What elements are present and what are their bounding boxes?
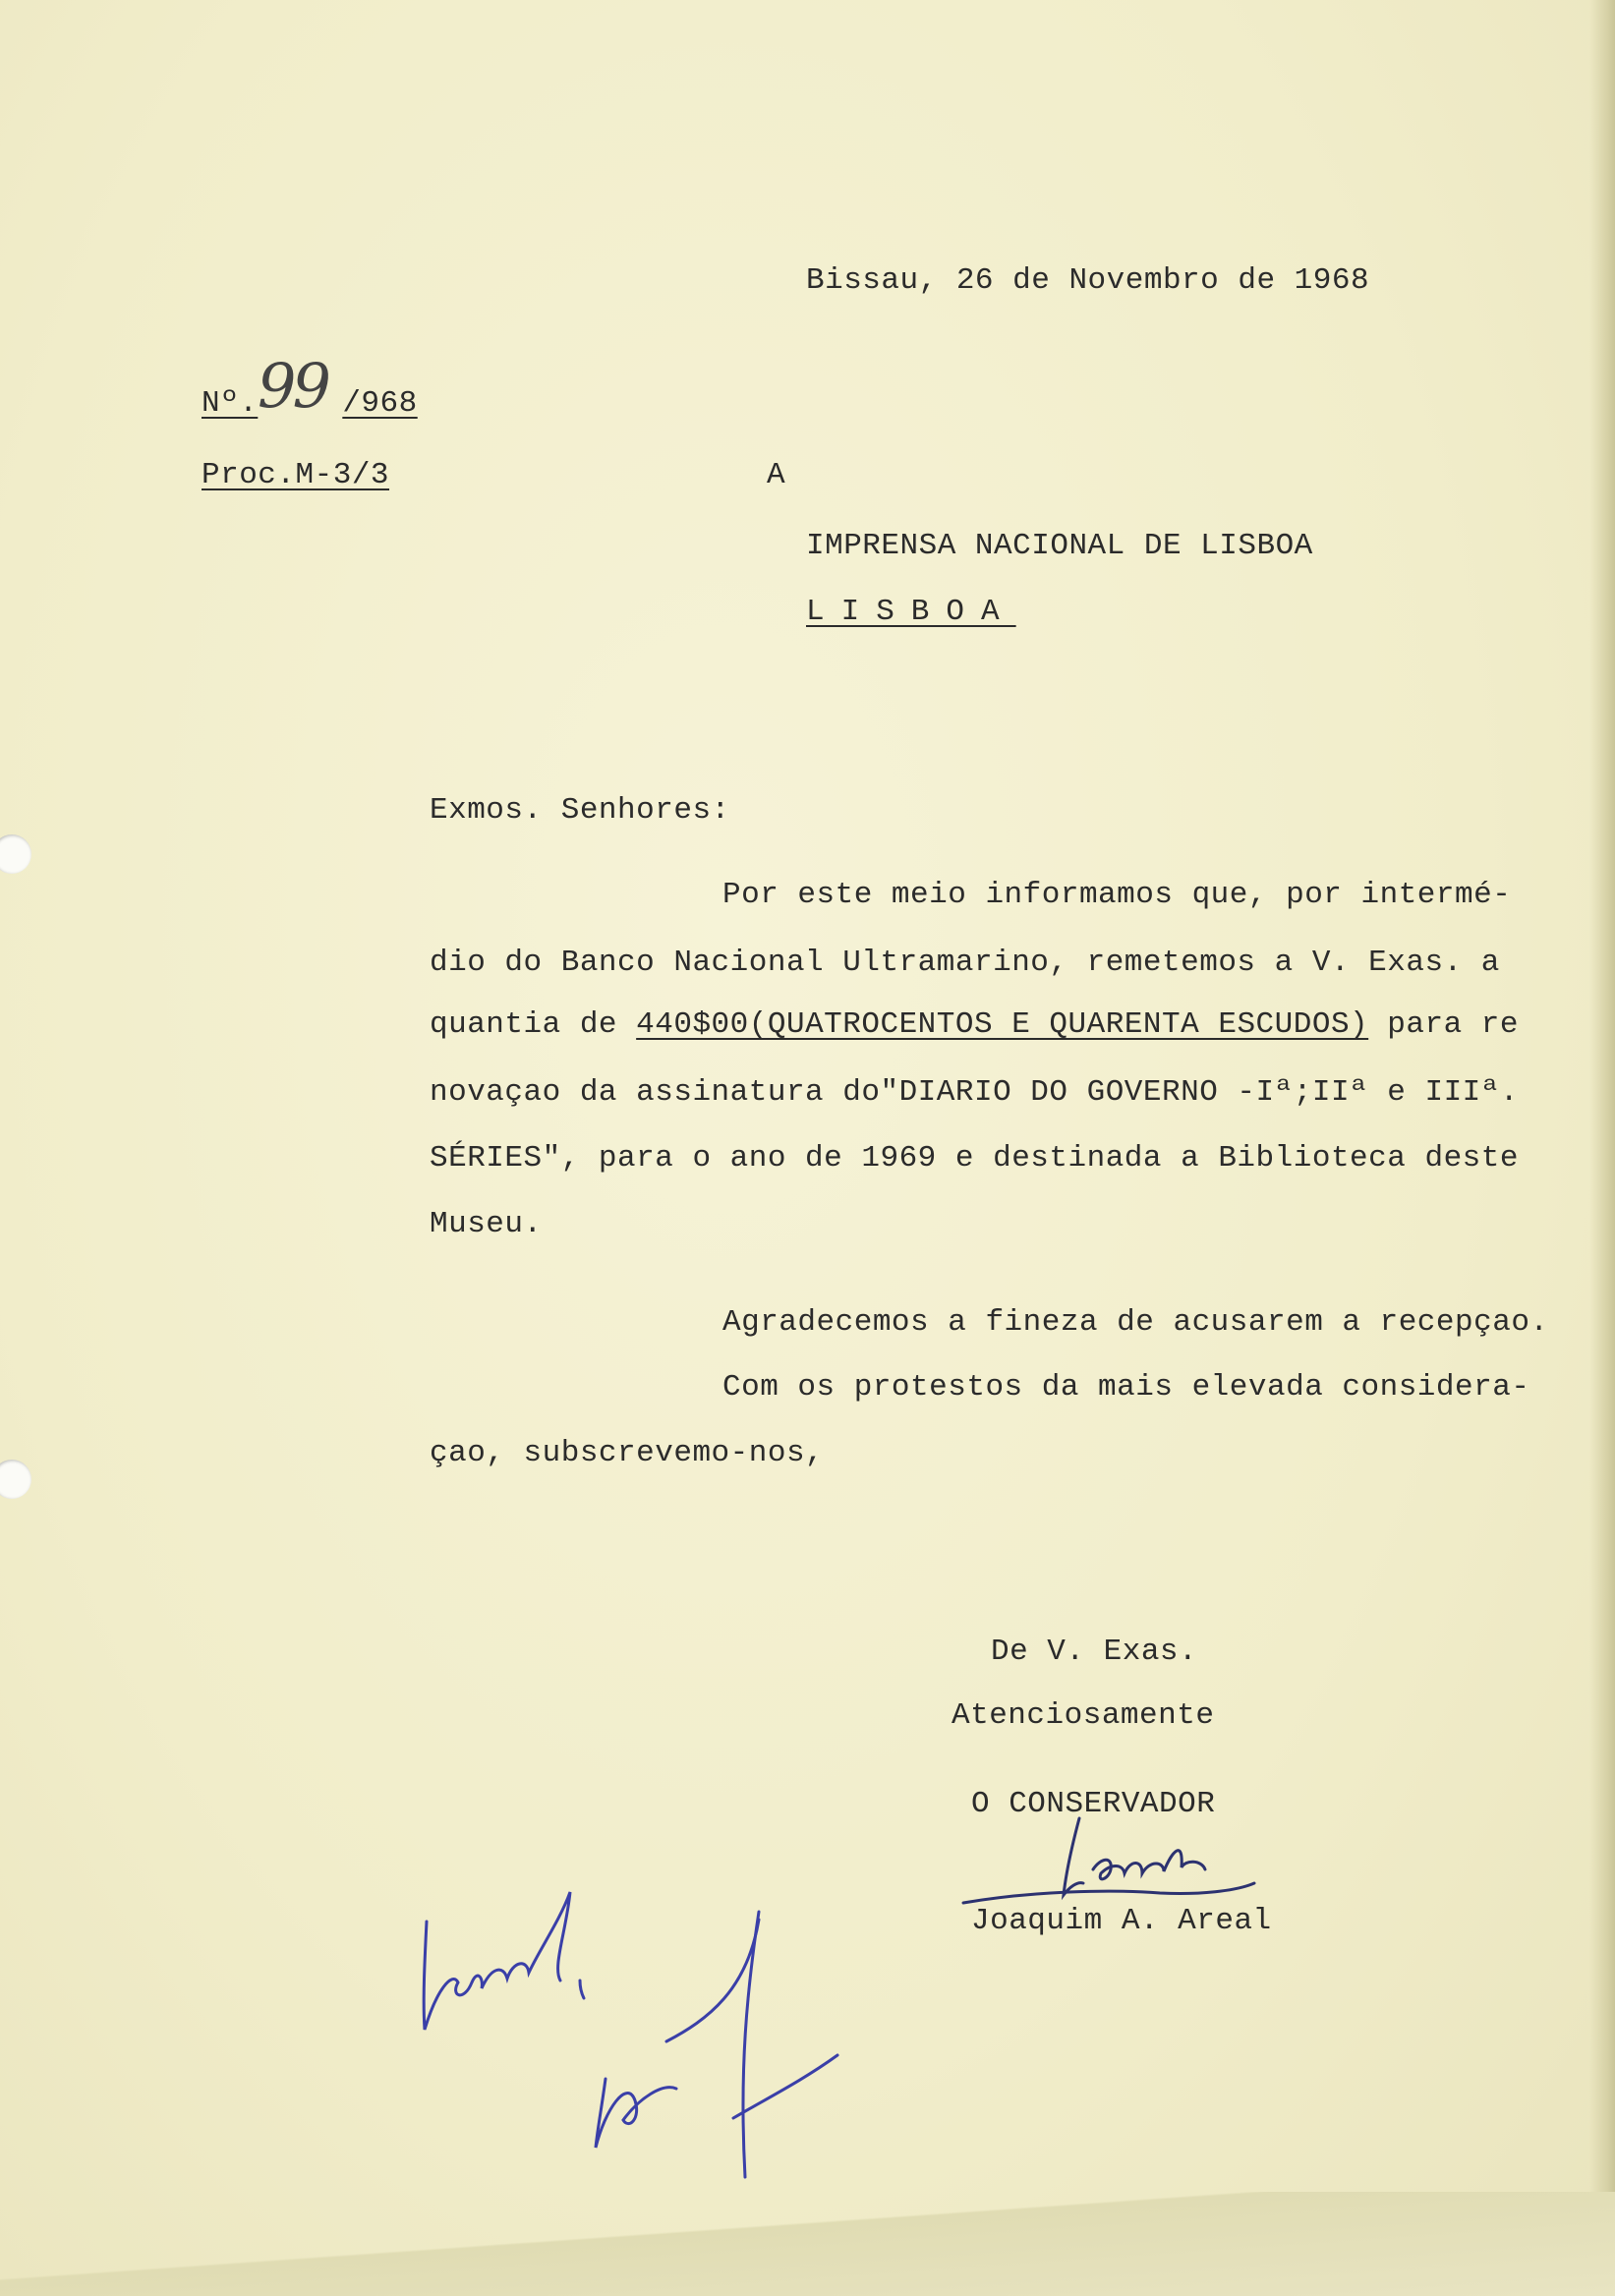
body-line-1: Por este meio informamos que, por intermé- xyxy=(722,878,1512,912)
salutation: Exmos. Senhores: xyxy=(430,793,730,828)
paper-fold xyxy=(0,2192,1615,2296)
handwritten-annotation xyxy=(413,1872,845,2197)
closing-line-1: Agradecemos a fineza de acusarem a recepçao. xyxy=(722,1305,1549,1340)
process-reference: Proc.M-3/3 xyxy=(202,458,390,492)
body-line-3 xyxy=(430,1007,1519,1042)
closing-line-2: Com os protestos da mais elevada considera- xyxy=(722,1370,1530,1405)
signoff-line-1: De V. Exas. xyxy=(991,1635,1198,1669)
conservator-signature xyxy=(963,1808,1278,1917)
recipient-name: IMPRENSA NACIONAL DE LISBOA xyxy=(806,529,1313,563)
closing-line-3: çao, subscrevemo-nos, xyxy=(430,1436,825,1470)
amount-value: 440$00(QUATROCENTOS E QUARENTA ESCUDOS) xyxy=(636,1007,1369,1042)
body-line-6: Museu. xyxy=(430,1207,543,1241)
punch-hole-bottom xyxy=(0,1460,31,1499)
body-line-2: dio do Banco Nacional Ultramarino, remetemos a V. Exas. a xyxy=(430,946,1500,980)
reference-suffix: /968 xyxy=(342,386,418,421)
signatory-name: Joaquim A. Areal xyxy=(971,1904,1272,1938)
amount-line-before: quantia de xyxy=(430,1007,637,1042)
handwritten-reference-number: 99 xyxy=(258,350,327,422)
body-line-5: SÉRIES", para o ano de 1969 e destinada a Biblioteca deste xyxy=(430,1141,1519,1176)
amount-line-after: para re xyxy=(1368,1007,1519,1042)
punch-hole-top xyxy=(0,834,31,874)
paper-edge-shadow xyxy=(1589,0,1615,2296)
body-line-4: novaçao da assinatura do"DIARIO DO GOVERNO -Iª;IIª e IIIª. xyxy=(430,1075,1519,1110)
signoff-title: O CONSERVADOR xyxy=(971,1787,1216,1821)
addressee-prefix: A xyxy=(767,458,786,492)
signoff-line-2: Atenciosamente xyxy=(952,1698,1215,1733)
recipient-city: LISBOA xyxy=(806,595,1016,629)
place-date: Bissau, 26 de Novembro de 1968 xyxy=(806,263,1370,298)
reference-prefix: Nº. xyxy=(202,386,259,421)
